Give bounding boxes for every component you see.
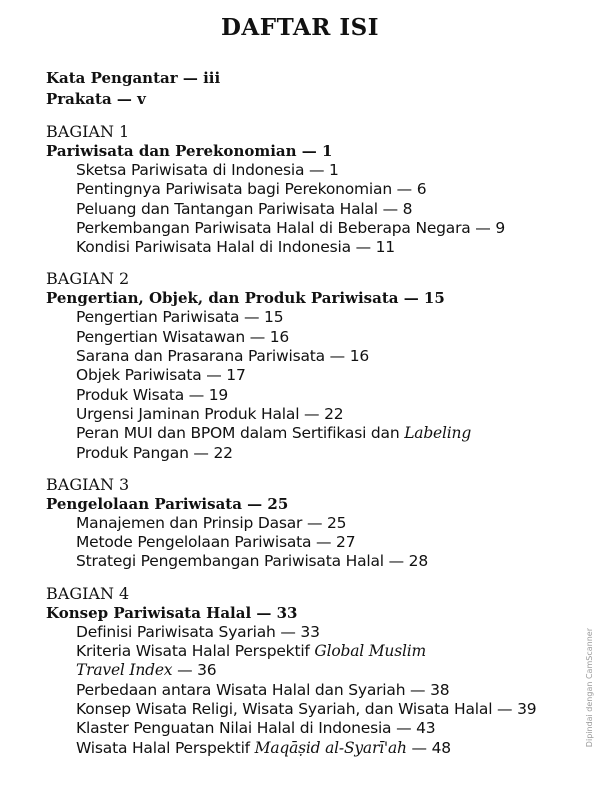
section-label: BAGIAN 3	[46, 474, 130, 494]
toc-entry: Sketsa Pariwisata di Indonesia — 1	[76, 161, 339, 179]
toc-entry: Klaster Penguatan Nilai Halal di Indonesia — 43	[76, 719, 436, 738]
chapter-title: Pariwisata dan Perekonomian — 1	[46, 142, 333, 160]
toc-entry: Perbedaan antara Wisata Halal dan Syariah — 38	[76, 680, 450, 699]
toc-entry: Produk Pangan — 22	[76, 443, 233, 462]
scanner-watermark: Dipindai dengan CamScanner	[585, 627, 594, 747]
toc-entry: Produk Wisata — 19	[76, 385, 229, 404]
front-matter	[46, 68, 566, 110]
toc-entry: Urgensi Jaminan Produk Halal — 22	[76, 404, 344, 423]
toc-entry: Pentingnya Pariwisata bagi Perekonomian — 6	[76, 180, 427, 199]
toc-entry: Konsep Wisata Religi, Wisata Syariah, dan Wisata Halal — 39	[76, 699, 537, 718]
toc-entry: Manajemen dan Prinsip Dasar — 25	[76, 513, 347, 532]
toc-entry: Strategi Pengembangan Pariwisata Halal — 28	[76, 552, 428, 571]
toc-section	[46, 584, 566, 758]
toc-entry: Metode Pengelolaan Pariwisata — 27	[76, 533, 356, 552]
toc-entry: Peluang dan Tantangan Pariwisata Halal — 8	[76, 199, 413, 218]
toc-entry: Travel Index — 36	[76, 661, 217, 680]
chapter-title: Pengertian, Objek, dan Produk Pariwisata — 15	[46, 289, 445, 308]
toc-entry: Wisata Halal Perspektif Maqāṣid al-Syarī'ah — 48	[76, 738, 451, 757]
section-label: BAGIAN 2	[46, 269, 130, 289]
toc-entry: Kriteria Wisata Halal Perspektif Global Muslim	[76, 642, 426, 661]
chapter-title: Konsep Pariwisata Halal — 33	[46, 603, 298, 622]
toc-entry: Pengertian Wisatawan — 16	[76, 327, 290, 346]
toc-section	[46, 475, 566, 572]
front-matter-item: Kata Pengantar — iii	[46, 69, 221, 87]
front-matter-item: Prakata — v	[46, 90, 146, 108]
section-label: BAGIAN 1	[46, 122, 130, 141]
toc-entry: Definisi Pariwisata Syariah — 33	[76, 622, 320, 641]
toc-entry: Perkembangan Pariwisata Halal di Beberapa Negara — 9	[76, 218, 505, 237]
toc-section	[46, 269, 566, 462]
toc-entry: Sarana dan Prasarana Pariwisata — 16	[76, 347, 370, 366]
table-of-contents	[46, 68, 566, 758]
section-label: BAGIAN 4	[46, 583, 130, 603]
toc-entry: Objek Pariwisata — 17	[76, 366, 246, 385]
page-title: DAFTAR ISI	[220, 14, 380, 41]
toc-section	[46, 122, 566, 257]
toc-entry: Pengertian Pariwisata — 15	[76, 308, 284, 327]
toc-entry: Kondisi Pariwisata Halal di Indonesia — 11	[76, 238, 395, 257]
chapter-title: Pengelolaan Pariwisata — 25	[46, 494, 289, 513]
toc-entry: Peran MUI dan BPOM dalam Sertifikasi dan Labeling	[76, 424, 472, 443]
